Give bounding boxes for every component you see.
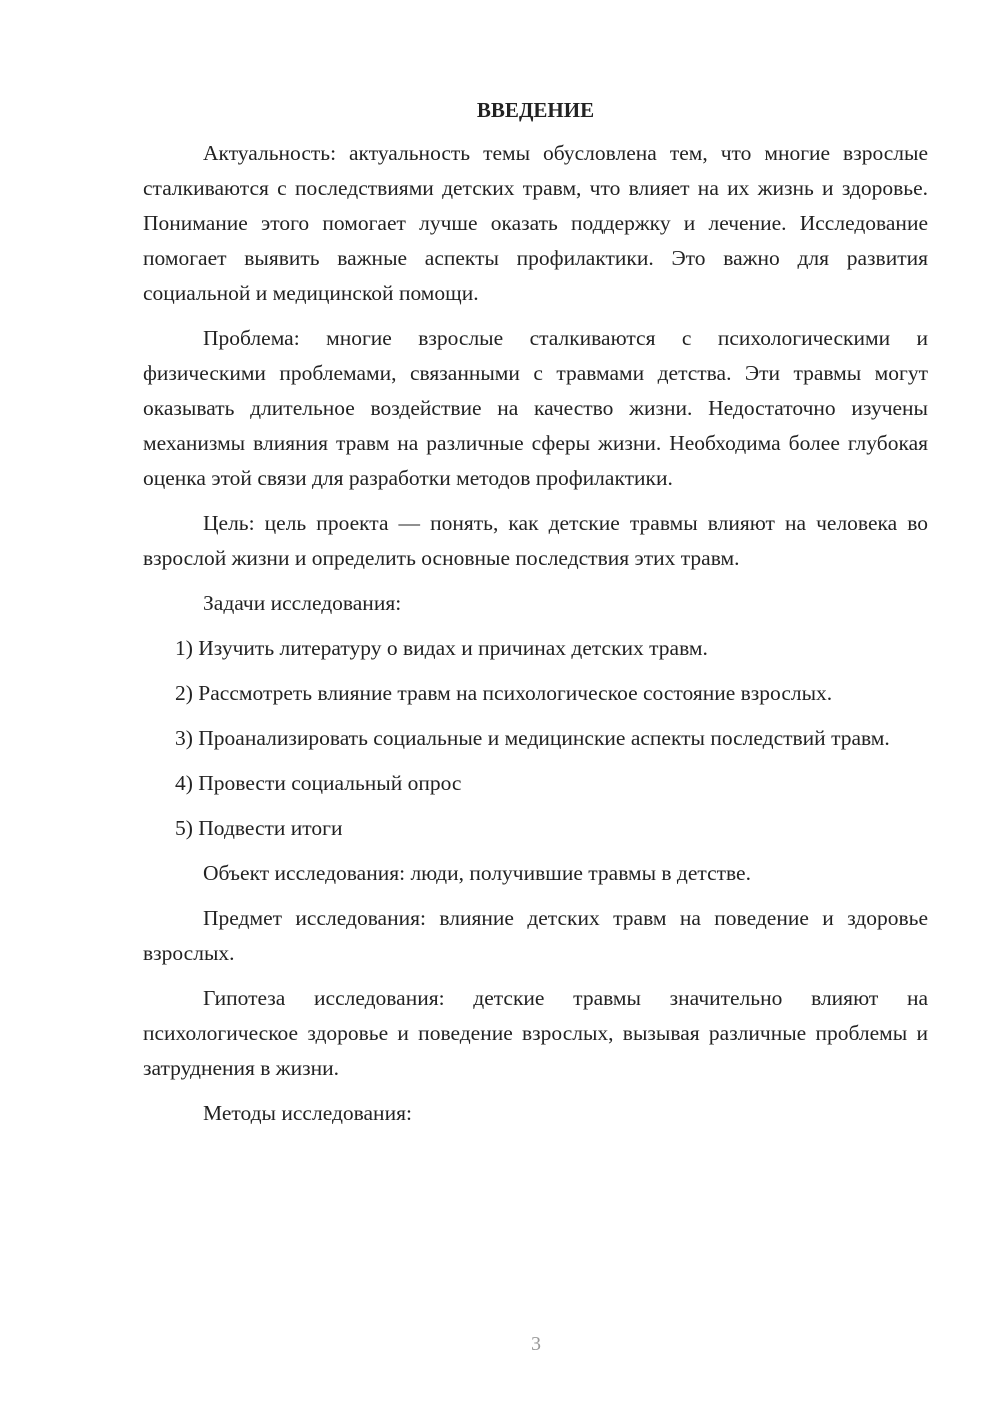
task-item-1: 1) Изучить литературу о видах и причинах детских травм. [175,636,708,660]
paragraph-relevance: Актуальность: актуальность темы обусловлена тем, что многие взрослые сталкиваются с последствиями детских травм, что влияет на их жизнь и здоровье. Понимание этого помогает лучше оказать поддержку и лечение. Исследование помогает выявить важные аспекты профилактики. Это важно для развития социальной и медицинской помощи. [143,141,928,305]
paragraph-methods: Методы исследования: [203,1101,412,1125]
paragraph-goal: Цель: цель проекта — понять, как детские травмы влияют на человека во взрослой жизни и определить основные последствия этих травм. [143,511,928,570]
page-number: 3 [531,1333,541,1355]
task-item-5: 5) Подвести итоги [175,816,343,840]
section-heading: ВВЕДЕНИЕ [476,98,595,122]
paragraph-subject: Предмет исследования: влияние детских травм на поведение и здоровье взрослых. [143,906,928,965]
document-page [143,92,928,1141]
paragraph-hypothesis: Гипотеза исследования: детские травмы значительно влияют на психологическое здоровье и поведение взрослых, вызывая различные проблемы и затруднения в жизни. [143,986,928,1080]
paragraph-tasks-intro: Задачи исследования: [203,591,402,615]
task-item-3: 3) Проанализировать социальные и медицинские аспекты последствий травм. [175,726,890,750]
task-item-2: 2) Рассмотреть влияние травм на психологическое состояние взрослых. [175,681,833,705]
paragraph-problem: Проблема: многие взрослые сталкиваются с психологическими и физическими проблемами, связанными с травмами детства. Эти травмы могут оказывать длительное воздействие на качество жизни. Недостаточно изучены механизмы влияния травм на различные сферы жизни. Необходима более глубокая оценка этой связи для разработки методов профилактики. [143,326,928,490]
paragraph-object: Объект исследования: люди, получившие травмы в детстве. [203,861,751,885]
task-item-4: 4) Провести социальный опрос [175,771,462,795]
